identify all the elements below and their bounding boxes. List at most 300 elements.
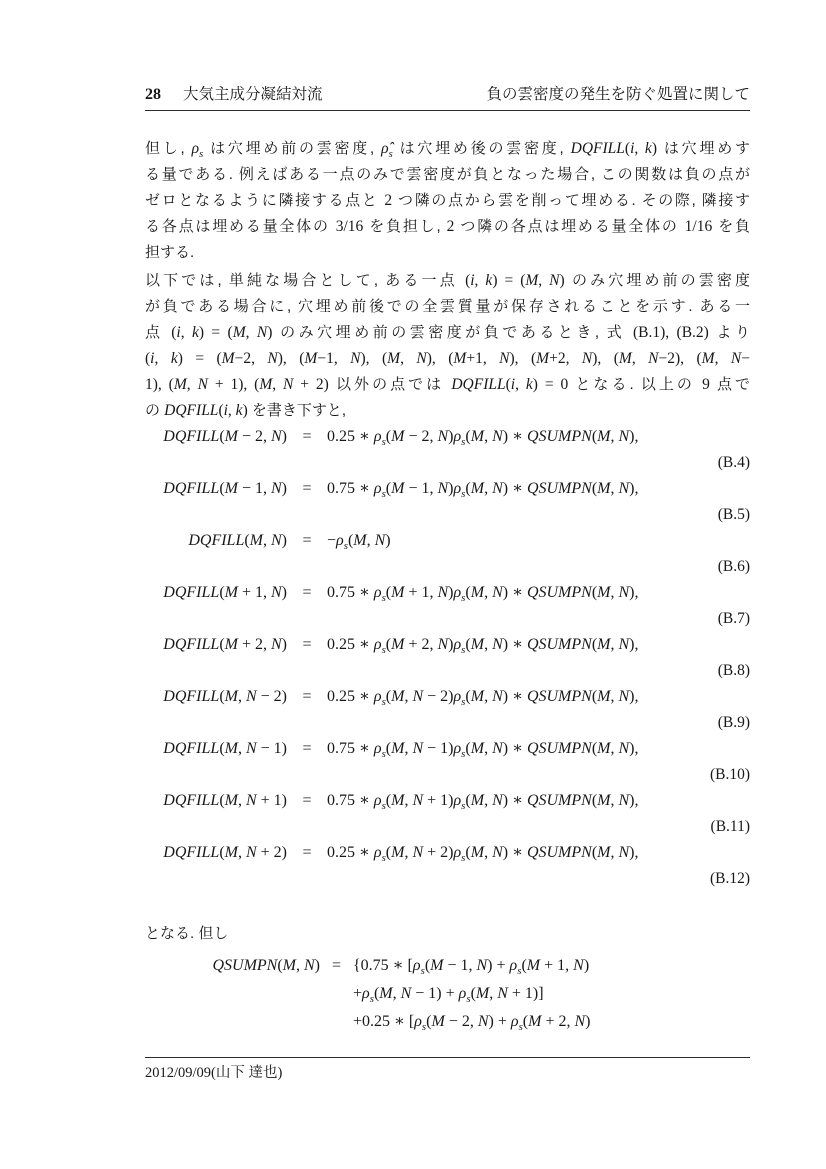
text-run: は穴埋め前の雲密度, [203, 140, 382, 157]
math-italic: M [224, 688, 238, 705]
qsumpn-lhs [145, 952, 320, 980]
math-run [164, 402, 248, 419]
math-upright: ( [624, 140, 631, 157]
equation-lhs [145, 788, 287, 814]
math-upright: ( [465, 636, 471, 653]
math-italic: DQFILL [451, 376, 506, 393]
math-italic: i [150, 350, 155, 367]
math-italic: N [245, 740, 261, 757]
math-italic: DQFILL [163, 584, 220, 601]
math-italic: M [304, 350, 318, 367]
math-italic: N [618, 480, 630, 497]
math-upright: ( [219, 636, 225, 653]
math-run [327, 792, 639, 813]
text-run: を書き下すと, [247, 402, 347, 419]
math-upright: ) [281, 532, 287, 549]
math-upright: ( [145, 350, 151, 367]
math-subscript: s [381, 592, 386, 605]
math-upright: ( [465, 792, 471, 809]
text-run: のみ穴埋め前の雲密度 [564, 272, 751, 289]
math-run [327, 740, 639, 761]
equation-number: (B.8) [717, 662, 750, 679]
math-italic: QSUMPN [526, 844, 592, 861]
math-upright: , [180, 324, 192, 341]
math-italic: M [353, 532, 367, 549]
math-subscript: s [461, 592, 466, 605]
math-upright: − 2, [408, 428, 438, 445]
equation-block [145, 528, 750, 580]
math-italic: ρ [336, 532, 344, 549]
math-upright: = [302, 740, 312, 757]
math-upright: ) [281, 428, 287, 445]
roman-run: 2 [446, 218, 455, 235]
math-upright: ), [629, 792, 639, 809]
math-italic: M [475, 985, 490, 1002]
math-upright: , [404, 844, 413, 861]
text-line [145, 320, 750, 346]
math-upright: = [302, 428, 312, 445]
roman-run: 2 [384, 192, 393, 209]
math-upright: ), ( [592, 350, 619, 367]
math-upright: = [302, 792, 312, 809]
math-italic: N [618, 844, 630, 861]
text-run: より [708, 324, 751, 341]
math-italic: DQFILL [163, 844, 220, 861]
equation-equals [287, 840, 327, 866]
math-run [302, 688, 311, 705]
equation-rhs [327, 736, 750, 762]
page-number: 28 [145, 86, 161, 103]
math-italic: N [618, 792, 630, 809]
equation-number: (B.4) [717, 454, 750, 471]
math-run [145, 376, 329, 393]
math-upright: , [484, 480, 493, 497]
equation-block [145, 424, 750, 476]
math-upright: ) = 0 [532, 376, 569, 393]
math-italic: M [701, 350, 715, 367]
math-italic: M [597, 688, 611, 705]
math-upright: ( [219, 688, 225, 705]
equation-rhs [327, 788, 750, 814]
math-italic: N [492, 428, 503, 445]
equation-lhs [145, 632, 287, 658]
math-italic: k [191, 324, 199, 341]
math-upright: ) [448, 480, 454, 497]
math-italic: QSUMPN [212, 957, 278, 974]
math-upright: ) [281, 636, 287, 653]
math-italic: M [470, 688, 485, 705]
math-run [191, 140, 204, 161]
math-upright: ) [385, 532, 391, 549]
math-upright: + 1, [544, 957, 574, 974]
math-run [302, 428, 311, 445]
math-upright: ( [591, 740, 598, 757]
equation-row [145, 788, 750, 814]
text-line [145, 294, 750, 320]
math-upright: = [331, 957, 342, 974]
math-italic: M [221, 350, 235, 367]
roman-run: 3/16 [335, 218, 364, 235]
math-italic: N [492, 792, 503, 809]
paragraph-2 [145, 268, 750, 424]
equation-equals [287, 476, 327, 502]
text-run: が負である場合に, 穴埋め前後での全雲質量が保存されることを示す. ある一 [145, 298, 750, 315]
math-upright: 0.75 ∗ [327, 792, 374, 809]
math-upright: ) ∗ [502, 688, 527, 705]
equation-block [145, 684, 750, 736]
math-upright: 0.25 ∗ [327, 844, 374, 861]
math-italic: ρ [373, 428, 382, 445]
math-upright: − 2) [260, 688, 287, 705]
math-upright: ( [385, 480, 392, 497]
math-upright: − 1, [408, 480, 438, 497]
math-upright: ( [465, 428, 471, 445]
equation-block [145, 736, 750, 788]
math-upright: = [302, 636, 312, 653]
math-italic: QSUMPN [526, 740, 592, 757]
math-italic: N [350, 350, 361, 367]
math-subscript: s [461, 488, 466, 501]
roman-run: (B.1), (B.2) [632, 324, 709, 341]
math-upright: + 1) [427, 792, 454, 809]
math-upright: ) = ( [198, 324, 233, 341]
math-subscript: s [343, 540, 348, 553]
math-italic: QSUMPN [526, 428, 592, 445]
math-italic: N [581, 350, 593, 367]
math-italic: M [597, 844, 611, 861]
equation-equals [287, 580, 327, 606]
text-run: 点 [145, 324, 172, 341]
math-italic: M [597, 584, 611, 601]
math-italic: M [430, 957, 448, 974]
math-italic: ρ [453, 584, 462, 601]
math-italic: M [224, 480, 242, 497]
math-upright: , [227, 402, 236, 419]
math-upright: , [634, 140, 645, 157]
text-line [145, 162, 750, 188]
math-run [163, 584, 287, 601]
math-upright: ( [591, 636, 598, 653]
math-upright: , [484, 428, 493, 445]
math-upright: + 2) [260, 844, 287, 861]
math-italic: N [412, 792, 428, 809]
math-upright: , [474, 272, 486, 289]
math-italic: ρ [412, 957, 421, 974]
math-upright: + 2) [427, 844, 454, 861]
math-italic: ρ [453, 844, 462, 861]
math-upright: ( [277, 957, 283, 974]
header-left-title: 大気主成分凝結対流 [183, 86, 323, 103]
math-italic: ρ̂ [381, 140, 389, 157]
math-upright: , [272, 376, 284, 393]
math-upright: , [610, 792, 619, 809]
math-italic: ρ [509, 957, 518, 974]
equation-row [145, 684, 750, 710]
math-upright: ( [171, 324, 177, 341]
math-run [163, 480, 287, 497]
math-run [163, 844, 287, 861]
text-line [145, 188, 750, 214]
math-upright: ( [219, 428, 225, 445]
math-run [302, 480, 311, 497]
math-upright: − [741, 350, 751, 367]
equation-block [145, 632, 750, 684]
math-run [163, 636, 287, 653]
math-italic: N [245, 688, 261, 705]
math-italic: N [574, 1013, 586, 1030]
math-upright: − 2, [448, 1013, 478, 1030]
math-subscript: s [381, 488, 386, 501]
math-run [465, 272, 565, 289]
math-upright: , [610, 428, 619, 445]
math-italic: N [492, 688, 503, 705]
math-upright: , [484, 688, 493, 705]
math-subscript: s [461, 800, 466, 813]
math-upright: + 2) [300, 376, 329, 393]
math-upright: ( [385, 428, 392, 445]
math-run [451, 376, 568, 393]
math-upright: ( [385, 792, 392, 809]
paragraph-1 [145, 136, 750, 266]
qsumpn-equals [320, 952, 353, 980]
text-run: は穴埋め後の雲密度, [392, 140, 571, 157]
math-subscript: s [461, 696, 466, 709]
text-run: 以外の点では [328, 376, 452, 393]
math-upright: − 1, [241, 480, 271, 497]
roman-run: 9 [702, 376, 710, 393]
math-upright: ), [629, 428, 639, 445]
math-italic: M [259, 376, 273, 393]
math-upright: = [302, 480, 312, 497]
math-italic: M [597, 636, 611, 653]
math-upright: , [186, 376, 198, 393]
math-upright: , [610, 844, 619, 861]
math-italic: ρ [373, 584, 382, 601]
math-italic: N [618, 636, 630, 653]
math-upright: ) ∗ [502, 792, 527, 809]
math-upright: ) ∗ [502, 428, 527, 445]
math-italic: i [176, 324, 181, 341]
text-run: る量である. 例えばある一点のみで雲密度が負となった場合, この関数は負の点が [145, 166, 750, 183]
math-upright: + 2, [408, 636, 438, 653]
math-italic: N [271, 584, 282, 601]
math-upright: ), [629, 844, 639, 861]
qsumpn-row-1 [145, 952, 750, 980]
math-upright: − 2, [241, 428, 271, 445]
math-upright: , [154, 350, 171, 367]
math-upright: ) [651, 140, 657, 157]
math-italic: N [197, 376, 215, 393]
math-italic: N [256, 324, 268, 341]
math-italic: M [391, 428, 409, 445]
math-italic: M [379, 985, 393, 1002]
math-italic: DQFILL [163, 740, 220, 757]
text-run: のみ穴埋め前の雲密度が負であるとき, 式 [272, 324, 633, 341]
math-italic: QSUMPN [526, 792, 592, 809]
math-upright: , [714, 350, 731, 367]
math-upright: ( [219, 844, 225, 861]
math-run [353, 1013, 591, 1034]
math-upright: + 1, [241, 584, 271, 601]
math-upright: ) [281, 584, 287, 601]
roman-run: 1/16 [684, 218, 713, 235]
math-subscript: s [381, 852, 386, 865]
math-italic: k [525, 376, 533, 393]
math-italic: i [630, 140, 635, 157]
equation-number: (B.12) [709, 870, 750, 887]
math-italic: N [400, 985, 416, 1002]
math-upright: , [610, 584, 619, 601]
math-italic: N [499, 350, 510, 367]
math-upright: , [404, 792, 413, 809]
math-upright: , [392, 985, 401, 1002]
math-run [171, 324, 272, 341]
text-run: の [145, 402, 165, 419]
math-upright: − [327, 532, 337, 549]
math-italic: QSUMPN [526, 636, 592, 653]
math-italic: ρ [373, 636, 382, 653]
math-subscript: s [461, 436, 466, 449]
math-italic: DQFILL [188, 532, 245, 549]
math-italic: ρ [453, 688, 462, 705]
math-run [302, 584, 311, 601]
math-upright: ), ( [360, 350, 388, 367]
math-italic: N [618, 688, 630, 705]
math-italic: ρ [191, 140, 200, 157]
math-upright: 0.75 ∗ [327, 480, 374, 497]
math-italic: ρ [373, 688, 382, 705]
math-italic: i [470, 272, 475, 289]
math-italic: N [648, 350, 659, 367]
math-italic: DQFILL [164, 402, 219, 419]
math-upright: , [484, 844, 493, 861]
math-upright: = [302, 584, 312, 601]
math-italic: M [431, 1013, 449, 1030]
math-upright: ( [591, 428, 598, 445]
math-italic: M [173, 376, 187, 393]
equation-number: (B.6) [717, 558, 750, 575]
math-italic: M [526, 957, 545, 974]
math-upright: , [237, 844, 246, 861]
math-italic: M [224, 428, 242, 445]
math-run [327, 532, 391, 553]
text-run: 以下では, 単純な場合として, ある一点 [145, 272, 466, 289]
math-italic: N [477, 1013, 489, 1030]
text-run: 点で [709, 376, 751, 393]
math-italic: M [453, 350, 467, 367]
math-italic: N [374, 532, 386, 549]
math-italic: ρ [453, 636, 462, 653]
equation-rhs [327, 424, 750, 450]
math-italic: N [492, 480, 503, 497]
math-upright: + 1) [260, 792, 287, 809]
math-italic: N [271, 636, 282, 653]
math-italic: i [223, 402, 228, 419]
math-run [327, 584, 639, 605]
math-italic: i [510, 376, 516, 393]
text-line [145, 240, 750, 266]
text-line [145, 268, 750, 294]
equation-list [145, 424, 750, 892]
math-italic: QSUMPN [526, 584, 592, 601]
math-upright: ( [591, 844, 598, 861]
math-italic: M [470, 584, 485, 601]
math-italic: N [271, 532, 282, 549]
math-italic: M [525, 272, 539, 289]
math-italic: M [224, 792, 238, 809]
math-italic: N [492, 636, 503, 653]
math-run [302, 636, 311, 653]
math-upright: , [400, 350, 417, 367]
math-upright: ( [591, 480, 598, 497]
math-italic: M [232, 324, 246, 341]
math-italic: N [271, 428, 282, 445]
math-italic: DQFILL [163, 480, 220, 497]
equation-number: (B.9) [717, 714, 750, 731]
math-upright: ( [591, 792, 598, 809]
math-subscript: s [388, 149, 393, 161]
math-italic: M [391, 636, 409, 653]
math-upright: ) ∗ [502, 740, 527, 757]
equation-lhs [145, 840, 287, 866]
math-upright: , [515, 376, 526, 393]
text-line [145, 372, 750, 398]
math-italic: N [412, 844, 428, 861]
math-run [327, 428, 639, 449]
math-run [327, 636, 639, 657]
math-italic: N [245, 792, 261, 809]
equation-equals [287, 684, 327, 710]
math-italic: M [528, 1013, 546, 1030]
math-upright: 0.75 ∗ [327, 584, 374, 601]
math-upright: ) [448, 584, 454, 601]
math-italic: ρ [373, 844, 382, 861]
math-subscript: s [466, 993, 471, 1006]
math-upright: ) [448, 636, 454, 653]
math-upright: , [237, 792, 246, 809]
equation-lhs [145, 476, 287, 502]
math-upright: +1, [466, 350, 500, 367]
math-upright: ), ( [277, 350, 305, 367]
math-upright: ) ∗ [502, 636, 527, 653]
math-upright: ), [629, 584, 639, 601]
math-run [302, 844, 311, 861]
equation-row [145, 632, 750, 658]
math-upright: ( [218, 402, 224, 419]
math-upright: ( [591, 584, 598, 601]
text-run: つ隣の点から雲を削って埋める. その際, 隣接す [392, 192, 751, 209]
math-italic: N [267, 350, 278, 367]
math-run [302, 740, 311, 757]
math-subscript: s [369, 993, 374, 1006]
math-upright: ), [629, 688, 639, 705]
math-upright: ( [373, 985, 380, 1002]
text-run: つ隣の各点は埋める量全体の [454, 218, 685, 235]
math-run [188, 532, 287, 549]
math-italic: M [391, 480, 409, 497]
equation-row [145, 736, 750, 762]
math-italic: ρ [373, 792, 382, 809]
math-upright: ( [465, 688, 471, 705]
math-italic: M [470, 740, 485, 757]
math-italic: M [470, 428, 485, 445]
math-upright: , [237, 740, 246, 757]
math-upright: ) ∗ [502, 584, 527, 601]
text-run: ゼロとなるように隣接する点と [145, 192, 385, 209]
math-run [327, 688, 639, 709]
equation-block [145, 840, 750, 892]
math-upright: ( [385, 740, 392, 757]
